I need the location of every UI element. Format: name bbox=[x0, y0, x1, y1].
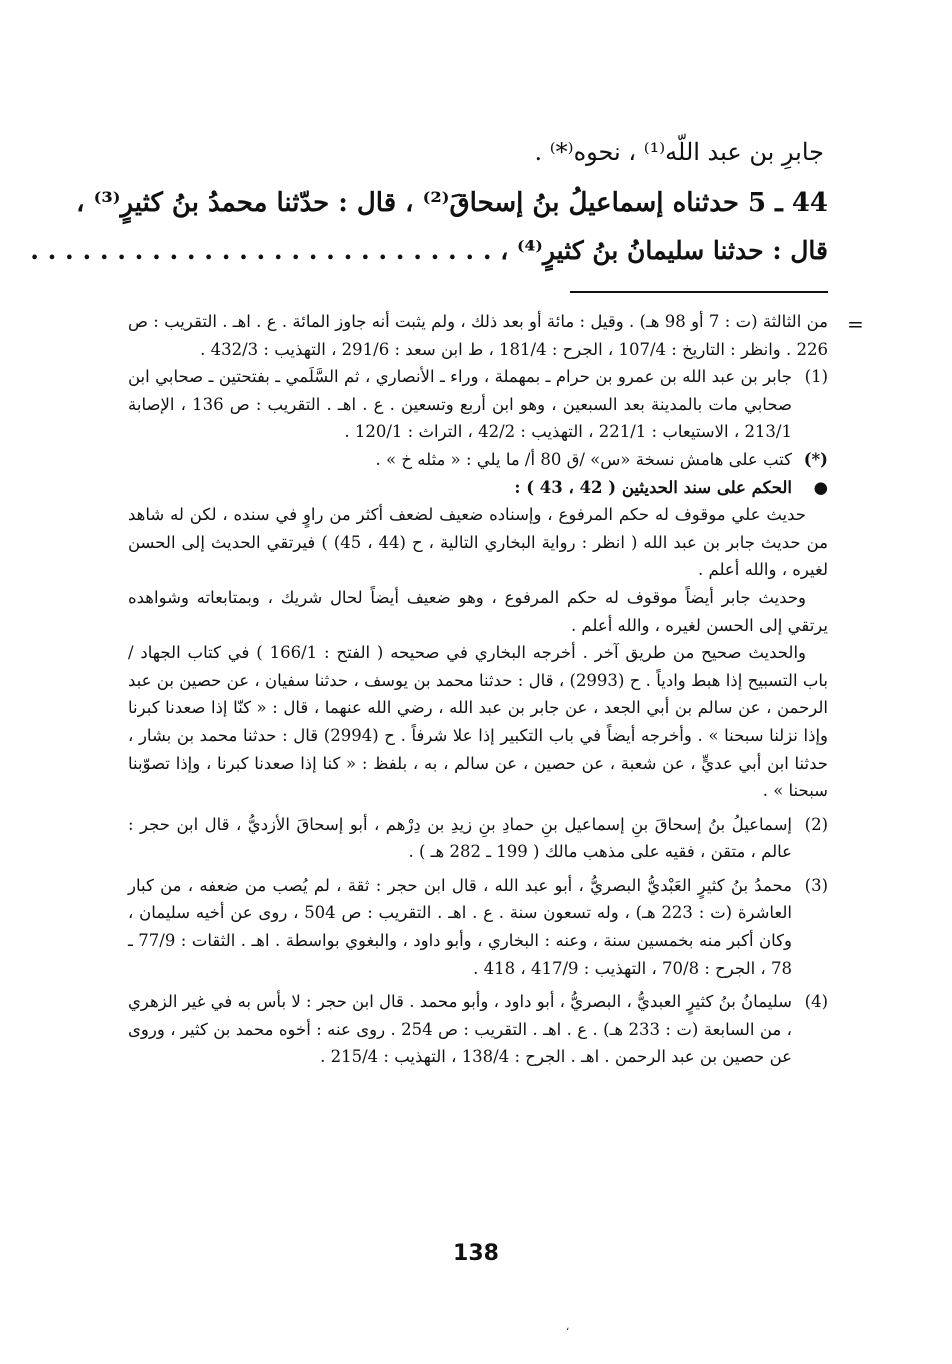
hukm-paragraph-1: حديث علي موقوف له حكم المرفوع ، وإسناده ضعيف لضعف أكثر من راوٍ في سنده ، لكن له شاهد من حديث جابر بن عبد الله ( انظر : رواية البخاري التالية ، ح (44 ، 45) ) فيرتقي الحديث إلى الحسن لغيره ، والله أعلم . bbox=[128, 505, 828, 580]
main-text-line-2: 44 ـ 5 حدثناه إسماعيلُ بنُ إسحاقَ⁽²⁾ ، قال : حدّثنا محمدُ بنُ كثيرٍ⁽³⁾ ، bbox=[76, 188, 828, 218]
main-text-line-1: جابرِ بن عبد اللّه⁽¹⁾ ، نحوه⁽*⁾ . bbox=[534, 138, 824, 166]
footnote-4 bbox=[128, 988, 828, 1071]
footnote-1-text: جابر بن عبد الله بن عمرو بن حرام ـ بمهملة ، وراء ـ الأنصاري ، ثم السَّلَمي ـ بفتحتين ـ صحابي ابن صحابي مات بالمدينة بعد السبعين ، وهو ابن أربع وتسعين . ع . اهـ . التقريب : ص 136 ، الإصابة 213/1 ، الاستيعاب : 221/1 ، التهذيب : 42/2 ، التراث : 120/1 . bbox=[128, 367, 792, 442]
hukm-paragraph-3: والحديث صحيح من طريق آخر . أخرجه البخاري في صحيحه ( الفتح : 166/1 ) في كتاب الجهاد / باب التسبيح إذا هبط وادياً . ح (2993) ، قال : حدثنا محمد بن يوسف ، حدثنا سفيان ، عن حصين بن عبد الرحمن ، عن سالم بن أبي الجعد ، عن جابر بن عبد الله ، رضي الله عنهما ، قال : « كنّا إذا صعدنا كبرنا وإذا نزلنا سبحنا » . وأخرجه أيضاً في باب التكبير إذا علا شرفاً . ح (2994) قال : حدثنا محمد بن بشار ، حدثنا ابن أبي عديٍّ ، عن شعبة ، عن حصين ، عن سالم ، به ، بلفظ : « كنا إذا صعدنا كبرنا ، وإذا تصوّبنا سبحنا » . bbox=[128, 643, 829, 801]
footnote-star-text: كتب على هامش نسخة «س» /ق 80 أ/ ما يلي : « مثله خ » . bbox=[375, 449, 792, 469]
footnote-3-marker: (3) bbox=[804, 875, 828, 895]
footnote-star bbox=[128, 446, 828, 474]
footnote-1 bbox=[128, 363, 828, 446]
footnote-2-text: إسماعيلُ بنُ إسحاقَ بنِ إسماعيل بنِ حمادِ بنِ زيدِ بن دِرْهم ، أبو إسحاقَ الأزديُّ ، قال ابن حجر : عالم ، متقن ، فقيه على مذهب مالك ( 199 ـ 282 هـ ) . bbox=[128, 814, 792, 862]
main-text-line-3: قال : حدثنا سليمانُ بنُ كثيرٍ⁽⁴⁾ ، . . . . . . . . . . . . . . . . . . . . . . . . . . . bbox=[30, 236, 828, 265]
footnote-3-text: محمدُ بنُ كثيرٍ العَبْديُّ البصريُّ ، أبو عبد الله ، قال ابن حجر : ثقة ، لم يُصب من ضعفه ، من كبار العاشرة (ت : 223 هـ) ، وله تسعون سنة . ع . اهـ . التقريب : ص 504 ، روى عن أخيه سليمان ، وكان أكبر منه بخمسين سنة ، وعنه : البخاري ، وأبو داود ، والبغوي بواسطة . اهـ . الثقات : 77/9 ـ 78 ، الجرح : 70/8 ، التهذيب : 417/9 ، 418 . bbox=[128, 875, 793, 978]
bullet-icon: ● bbox=[813, 477, 828, 497]
footnotes-area bbox=[128, 308, 828, 1071]
hukm-title: الحكم على سند الحديثين ( 42 ، 43 ) : bbox=[514, 477, 792, 497]
page-number: 138 bbox=[453, 1241, 499, 1266]
footnote-2 bbox=[128, 811, 828, 866]
footnote-4-text: سليمانُ بنُ كثيرٍ العبديُّ ، البصريُّ ، أبو داود ، وأبو محمد . قال ابن حجر : لا بأس به في غير الزهري ، من السابعة (ت : 233 هـ) . ع . اهـ . التقريب : ص 254 . روى عنه : أخوه محمد بن كثير ، وروى عن حصين بن عبد الرحمن . اهـ . الجرح : 138/4 ، التهذيب : 215/4 . bbox=[128, 992, 792, 1067]
footnote-2-marker: (2) bbox=[804, 814, 828, 834]
hukm-paragraph-2: وحديث جابر أيضاً موقوف له حكم المرفوع ، وهو ضعيف أيضاً لحال شريك ، وبمتابعاته وشواهده يرتقي إلى الحسن لغيره ، والله أعلم . bbox=[128, 587, 828, 635]
footnote-1-marker: (1) bbox=[804, 367, 828, 387]
print-speck: ، bbox=[566, 1322, 570, 1333]
footnote-3 bbox=[128, 872, 828, 982]
footnote-separator bbox=[570, 291, 828, 293]
footnote-continuation: من الثالثة (ت : 7 أو 98 هـ) . وقيل : مائة أو بعد ذلك ، ولم يثبت أنه جاوز المائة . ع . اهـ . التقريب : ص 226 . وانظر : التاريخ : 107/4 ، الجرح : 181/4 ، ط ابن سعد : 291/6 ، التهذيب : 432/3 . bbox=[128, 312, 828, 359]
hukm-heading bbox=[128, 474, 828, 502]
footnote-4-marker: (4) bbox=[804, 992, 828, 1012]
continuation-mark: = bbox=[847, 312, 864, 336]
footnote-star-marker: (*) bbox=[803, 449, 828, 469]
